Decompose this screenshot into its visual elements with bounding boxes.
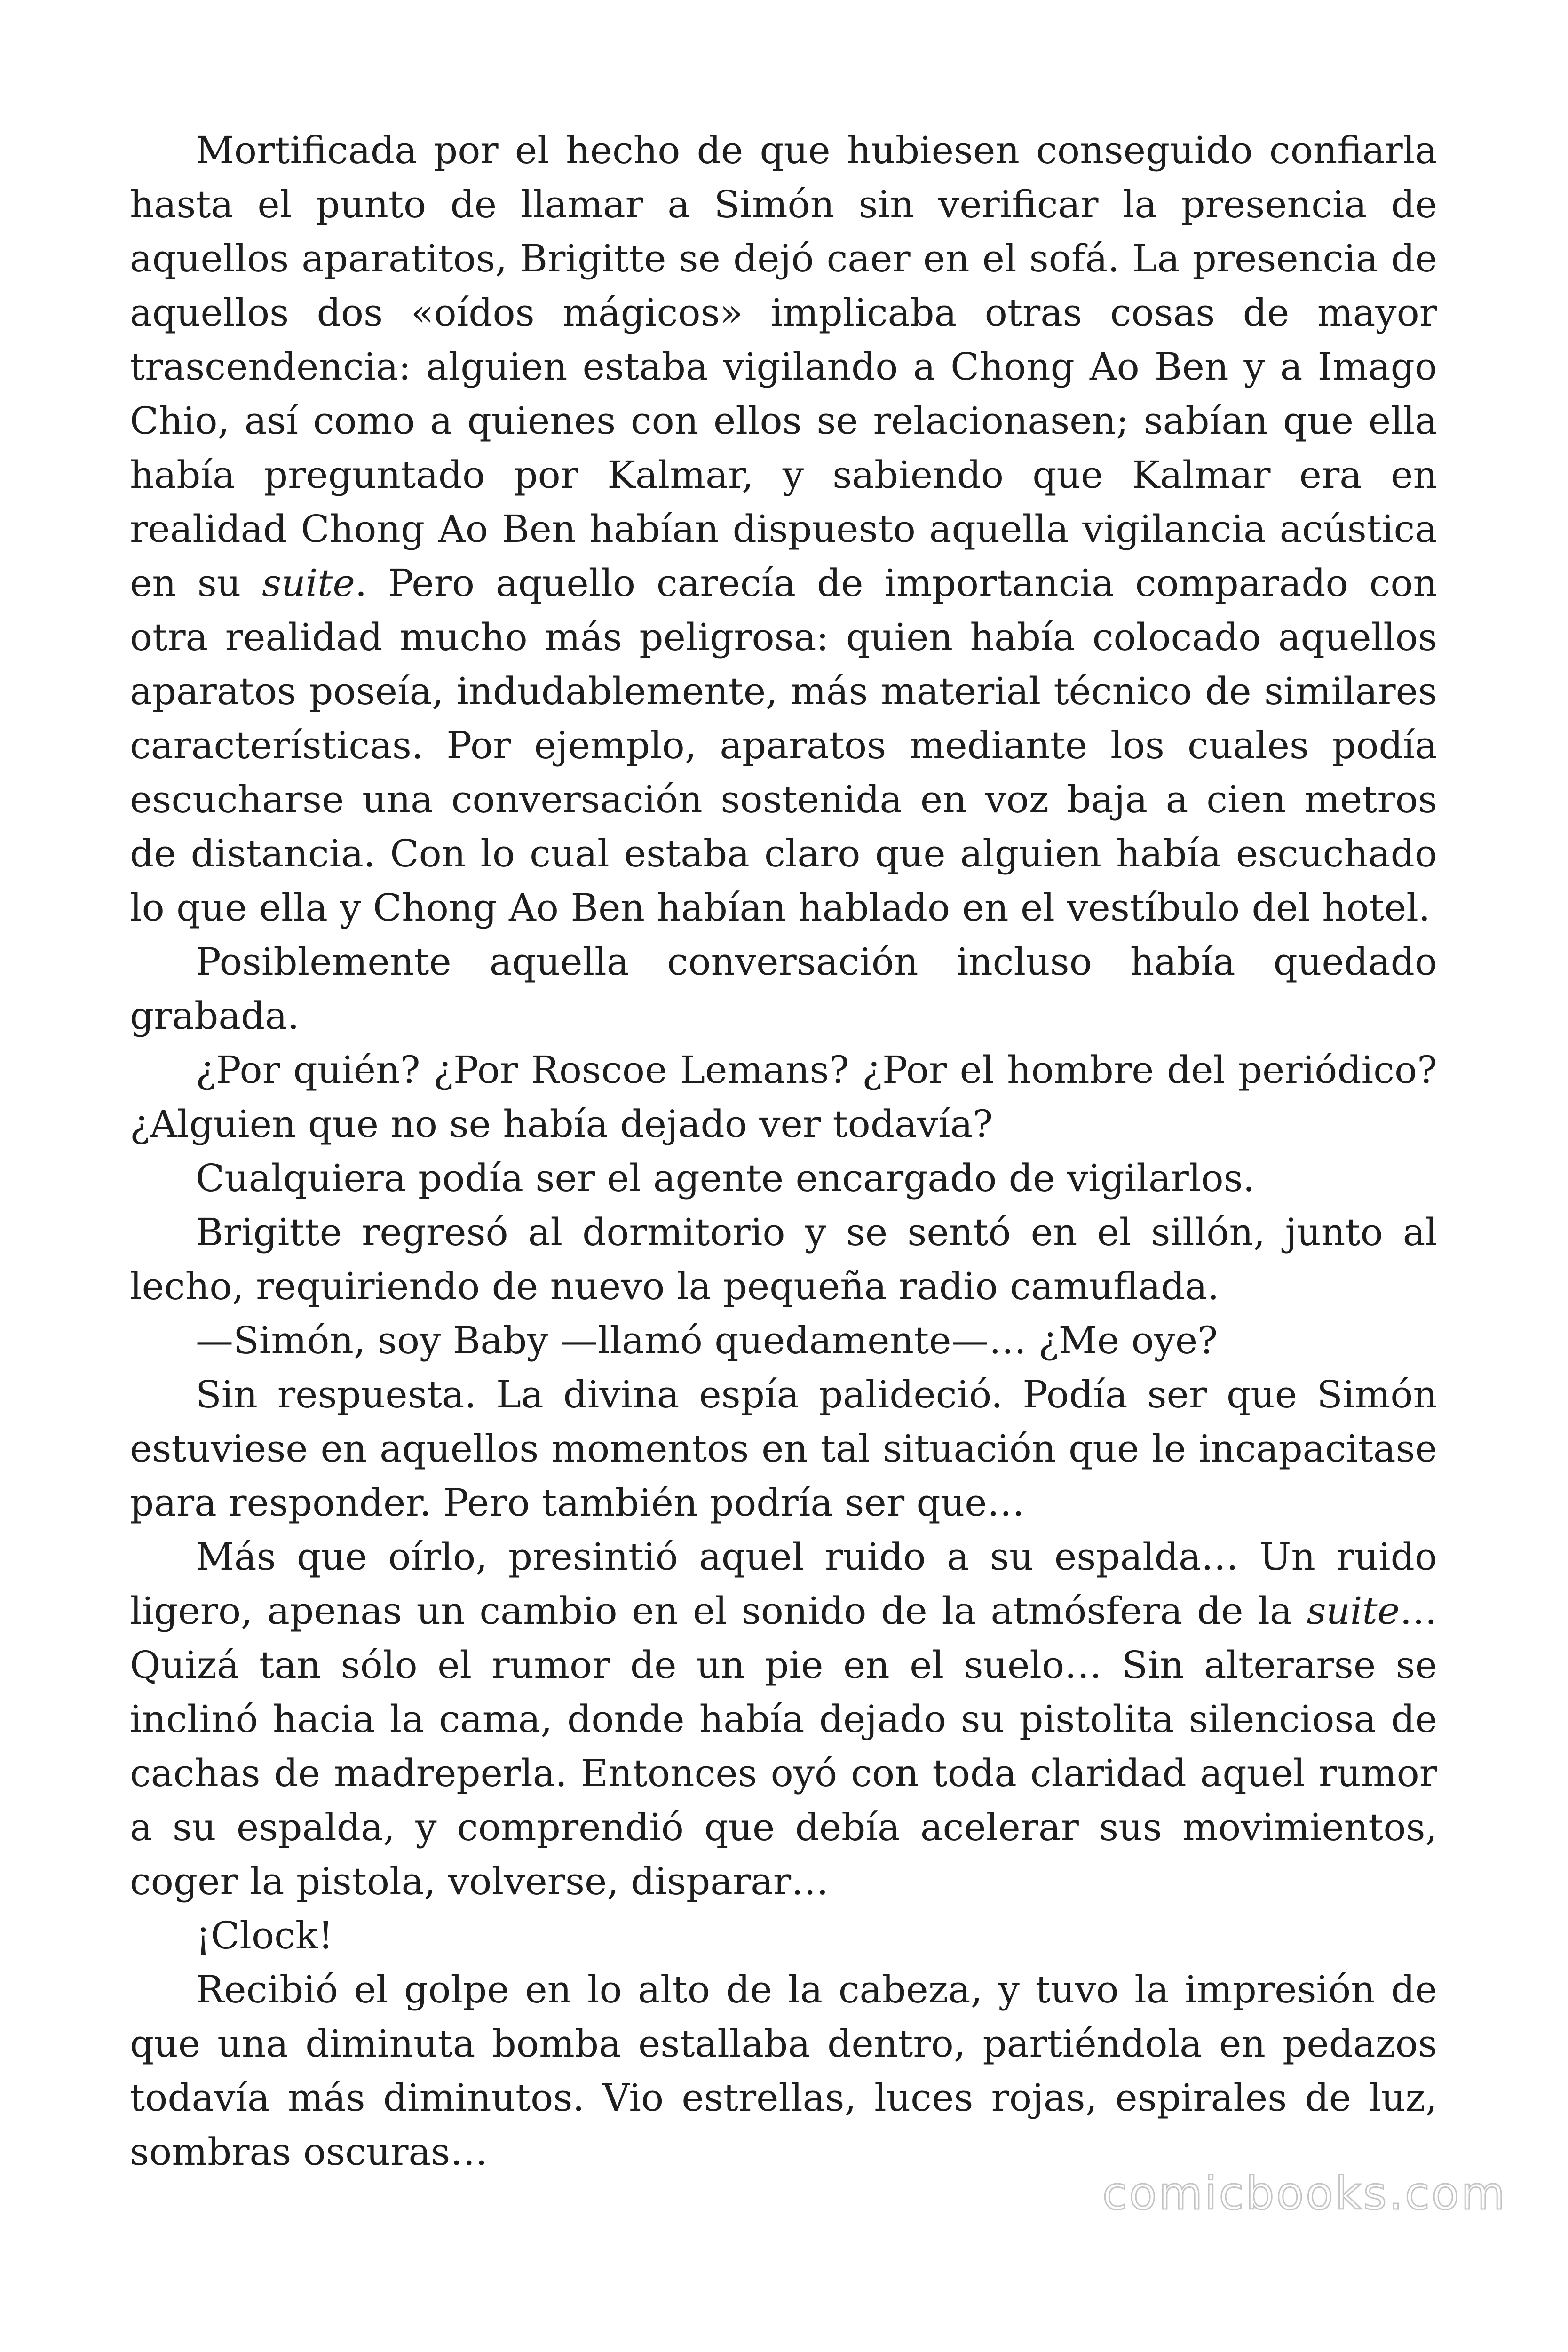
paragraph-text: Brigitte regresó al dormitorio y se sentó en el sillón, junto al lecho, requiriendo de nuevo la pequeña radio camuflada.: [130, 1210, 1437, 1308]
paragraph: [130, 1043, 1437, 1151]
paragraph-text: ¡Clock!: [196, 1914, 333, 1957]
paragraph: [130, 123, 1437, 935]
paragraph-text: Mortificada por el hecho de que hubiesen conseguido confiarla hasta el punto de llamar a Simón sin verificar la presencia de aquellos aparatitos, Brigitte se dejó caer en el sofá. La presencia de aquellos dos «oídos mágicos» implicaba otras cosas de mayor trascendencia: alguien estaba vigilando a Chong Ao Ben y a Imago Chio, así como a quienes con ellos se relacionasen; sabían que ella había preguntado por Kalmar, y sabiendo que Kalmar era en realidad Chong Ao Ben habían dispuesto aquella vigilancia acústica en su: [130, 128, 1437, 605]
paragraph: [130, 1367, 1437, 1530]
watermark: comicbooks.com: [1102, 2167, 1507, 2220]
paragraph-text: Recibió el golpe en lo alto de la cabeza, y tuvo la impresión de que una diminuta bomba estallaba dentro, partiéndola en pedazos todavía más diminutos. Vio estrellas, luces rojas, espirales de luz, sombras oscuras…: [130, 1968, 1437, 2174]
paragraph-text: Más que oírlo, presintió aquel ruido a su espalda… Un ruido ligero, apenas un cambio en el sonido de la atmósfera de la: [130, 1535, 1437, 1633]
paragraph: [130, 935, 1437, 1043]
paragraph-text: Posiblemente aquella conversación incluso había quedado grabada.: [130, 940, 1437, 1038]
paragraph: [130, 1151, 1437, 1205]
paragraph-text: ¿Por quién? ¿Por Roscoe Lemans? ¿Por el hombre del periódico? ¿Alguien que no se había dejado ver todavía?: [130, 1048, 1437, 1146]
italic-word: suite: [1307, 1589, 1400, 1633]
paragraph: [130, 1530, 1437, 1908]
paragraph-text: Sin respuesta. La divina espía palideció. Podía ser que Simón estuviese en aquellos momentos en tal situación que le incapacitase para responder. Pero también podría ser que…: [130, 1373, 1437, 1525]
paragraph: [130, 1313, 1437, 1367]
body-text: [130, 123, 1437, 2179]
italic-word: suite: [262, 561, 355, 605]
paragraph-text: . Pero aquello carecía de importancia comparado con otra realidad mucho más peligrosa: quien había colocado aquellos aparatos poseía, indudablemente, más material técnico de similares características. Por ejemplo, aparatos mediante los cuales podía escucharse una conversación sostenida en voz baja a cien metros de distancia. Con lo cual estaba claro que alguien había escuchado lo que ella y Chong Ao Ben habían hablado en el vestíbulo del hotel.: [130, 561, 1438, 930]
paragraph-text: —Simón, soy Baby —llamó quedamente—… ¿Me oye?: [196, 1319, 1218, 1362]
paragraph-text: Cualquiera podía ser el agente encargado de vigilarlos.: [196, 1156, 1255, 1200]
paragraph: [130, 1908, 1437, 1963]
paragraph: [130, 1205, 1437, 1313]
paragraph: [130, 1963, 1437, 2179]
paragraph-text: … Quizá tan sólo el rumor de un pie en el suelo… Sin alterarse se inclinó hacia la cama, donde había dejado su pistolita silenciosa de cachas de madreperla. Entonces oyó con toda claridad aquel rumor a su espalda, y comprendió que debía acelerar sus movimientos, coger la pistola, volverse, disparar…: [130, 1589, 1437, 1903]
